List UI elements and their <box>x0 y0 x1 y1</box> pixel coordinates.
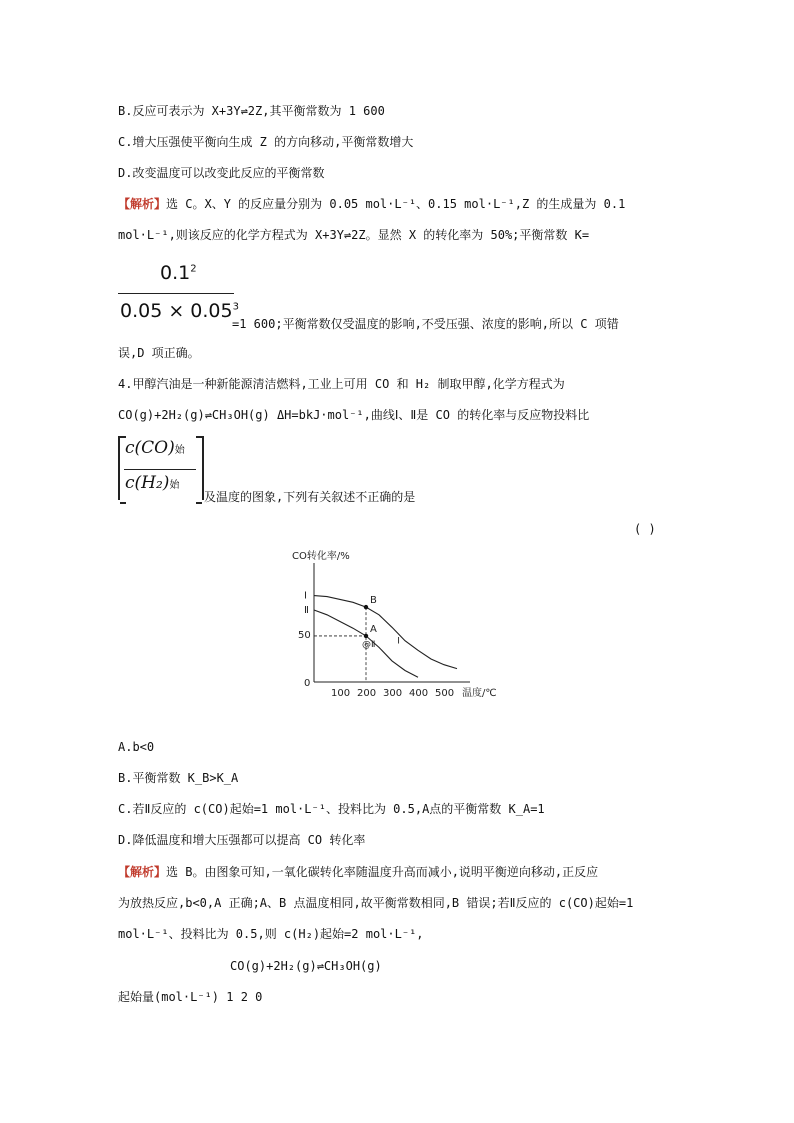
fraction-denominator: $0.05 \times 0.05^3$ <box>120 300 239 322</box>
question-4-line-3: 及温度的图象,下列有关叙述不正确的是 <box>204 490 416 504</box>
series-label-2: Ⅱ <box>304 605 309 616</box>
annotation-i-tag: Ⅰ <box>397 636 400 647</box>
series-line-1 <box>314 596 457 669</box>
option-d: D.降低温度和增大压强都可以提高 CO 转化率 <box>118 833 366 847</box>
point-A <box>364 634 368 638</box>
solution-line-1: 【解析】选 B。由图象可知,一氧化碳转化率随温度升高而减小,说明平衡逆向移动,正反应 <box>118 865 599 879</box>
point-label-A: A <box>370 623 377 635</box>
y-tick-label-50: 50 <box>298 630 311 641</box>
point-label-B: B <box>370 595 377 607</box>
option-d-text: D.改变温度可以改变此反应的平衡常数 <box>118 166 325 180</box>
ratio-denominator: c(H₂)始 <box>125 473 180 493</box>
option-b-text: B.反应可表示为 X+3Y⇌2Z,其平衡常数为 1 600 <box>118 104 385 118</box>
solution-equation: CO(g)+2H₂(g)⇌CH₃OH(g) <box>230 959 382 973</box>
fraction-numerator: $0.1^2$ <box>160 262 197 284</box>
series-label-1: Ⅰ <box>304 590 307 602</box>
ratio-bar <box>124 469 196 470</box>
question-4-line-1: 4.甲醇汽油是一种新能源清洁燃料,工业上可用 CO 和 H₂ 制取甲醇,化学方程式为 <box>118 377 565 391</box>
option-c: C.若Ⅱ反应的 c(CO)起始=1 mol·L⁻¹、投料比为 0.5,A点的平衡常数 K_A=1 <box>118 802 545 816</box>
option-b: B.平衡常数 K_B>K_A <box>118 771 239 785</box>
solution-line-2: 为放热反应,b<0,A 正确;A、B 点温度相同,故平衡常数相同,B 错误;若Ⅱ反应的 c(CO)起始=1 <box>118 896 634 910</box>
solution-tag: 【解析】 <box>118 865 167 879</box>
analysis-line-3: =1 600;平衡常数仅受温度的影响,不受压强、浓度的影响,所以 C 项错 <box>232 317 619 331</box>
option-a: A.b<0 <box>118 740 155 754</box>
analysis-tag: 【解析】 <box>118 197 167 211</box>
y-axis-label: CO转化率/% <box>292 551 350 562</box>
analysis-line-4: 误,D 项正确。 <box>118 346 200 360</box>
x-tick-label-400: 400 <box>409 688 429 699</box>
analysis-line-2: mol·L⁻¹,则该反应的化学方程式为 X+3Y⇌2Z。显然 X 的转化率为 50%;平衡常数 K= <box>118 228 590 242</box>
option-c-text: C.增大压强使平衡向生成 Z 的方向移动,平衡常数增大 <box>118 135 414 149</box>
y-tick-label-0: 0 <box>304 678 311 689</box>
x-axis-label: 温度/℃ <box>462 688 497 699</box>
solution-initial-row: 起始量(mol·L⁻¹) 1 2 0 <box>118 990 263 1004</box>
x-tick-label-100: 100 <box>331 688 351 699</box>
analysis-line-1: 【解析】选 C。X、Y 的反应量分别为 0.05 mol·L⁻¹、0.15 mol·L⁻¹,Z 的生成量为 0.1 <box>118 197 626 211</box>
fraction-bar <box>118 293 234 294</box>
solution-line-3: mol·L⁻¹、投料比为 0.5,则 c(H₂)起始=2 mol·L⁻¹, <box>118 927 424 941</box>
answer-paren: ( ) <box>634 522 656 536</box>
question-4-line-2: CO(g)+2H₂(g)⇌CH₃OH(g) ΔH=bkJ·mol⁻¹,曲线Ⅰ、Ⅱ是 CO 的转化率与反应物投料比 <box>118 408 590 422</box>
ratio-numerator: c(CO)始 <box>125 438 185 458</box>
x-tick-label-500: 500 <box>435 688 455 699</box>
annotation-a-tag: @Ⅱ <box>362 639 376 650</box>
x-tick-label-200: 200 <box>357 688 377 699</box>
x-tick-label-300: 300 <box>383 688 403 699</box>
point-B <box>364 605 368 609</box>
conversion-chart <box>286 545 506 705</box>
